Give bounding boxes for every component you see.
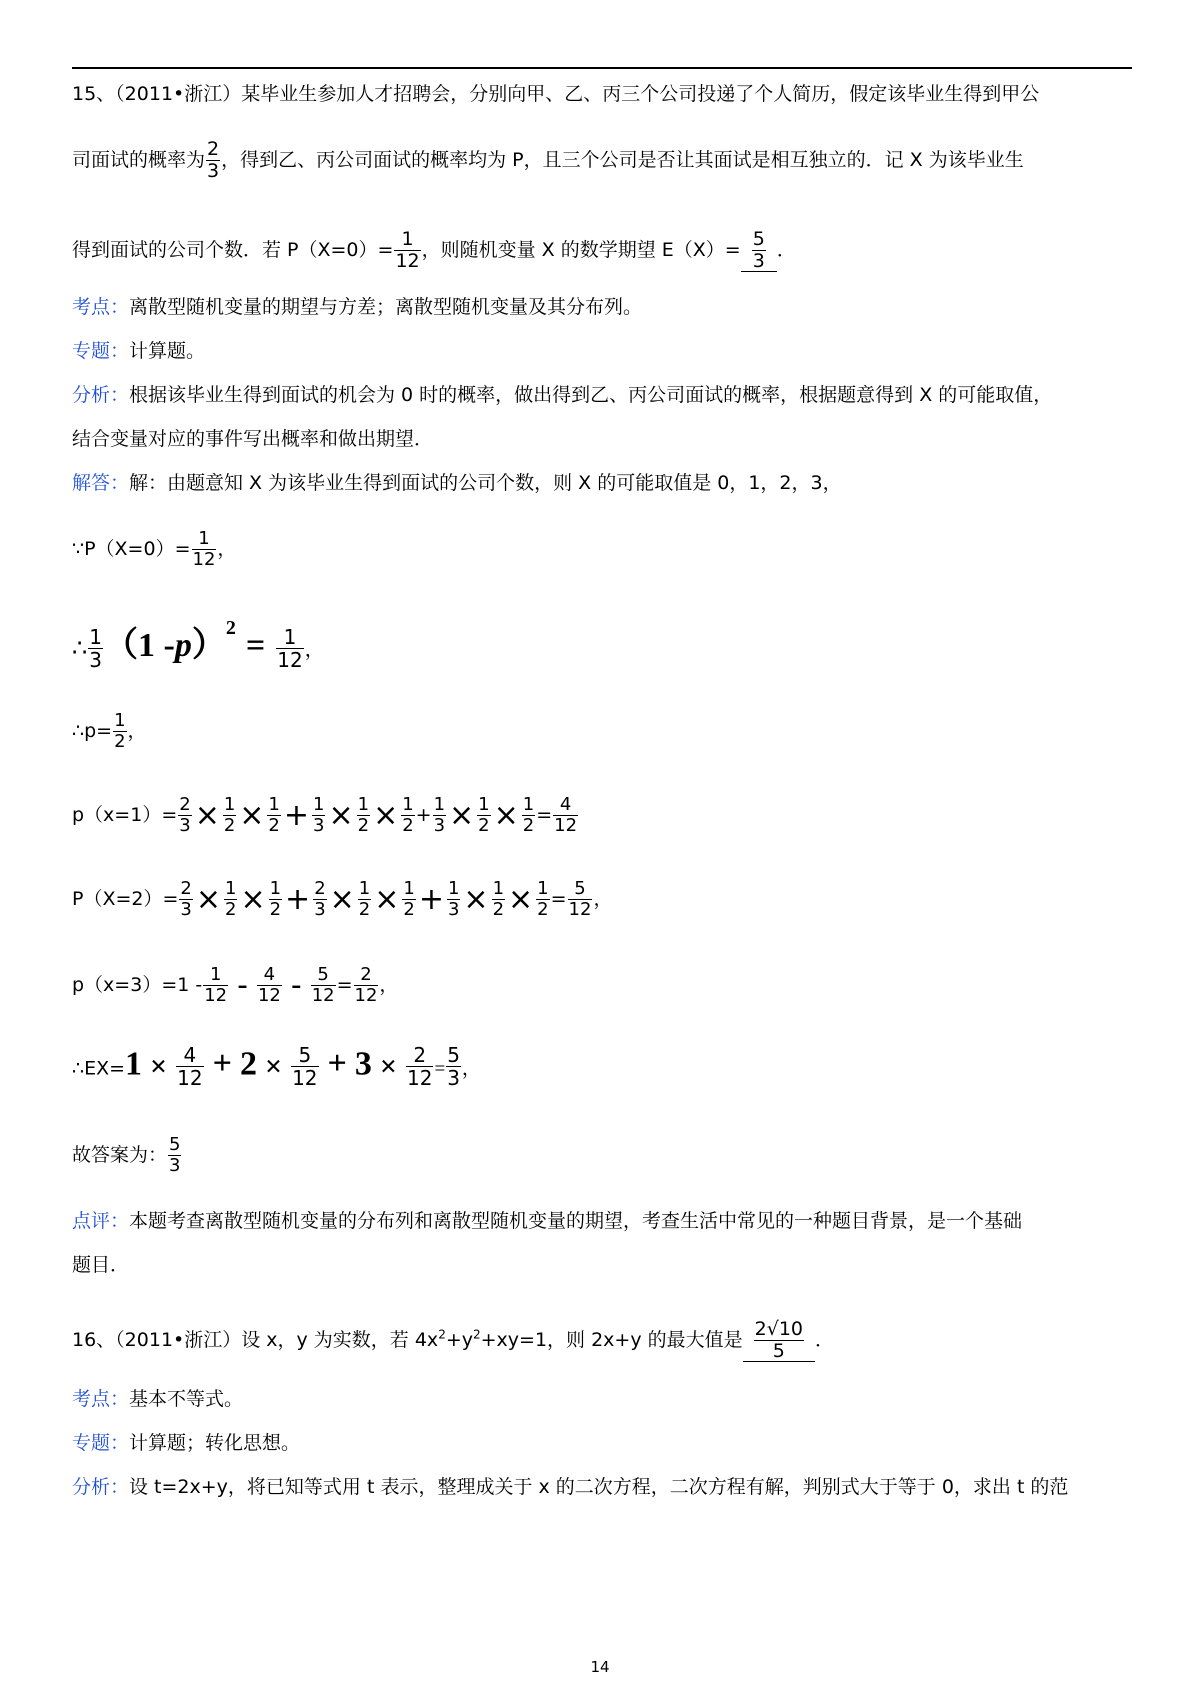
- frac-2-3: $\frac{2}{3}$: [207, 138, 220, 182]
- step-ex: ∴EX=1 × $\frac{4}{12}$ + 2 × $\frac{5}{12}$ + 3 × $\frac{2}{12}$ = $\frac{5}{3}$ ，: [72, 1043, 481, 1090]
- q16-zhuanti-label: 专题：: [72, 1432, 130, 1454]
- q15-line1: 15、（2011•浙江）某毕业生参加人才招聘会，分别向甲、乙、丙三个公司投递了个人简历，假定该毕业生得到甲公: [72, 83, 1040, 105]
- q15-line2-a: 司面试的概率为: [72, 149, 206, 171]
- q15-kaodian: [72, 298, 642, 317]
- kaodian-text: 离散型随机变量的期望与方差；离散型随机变量及其分布列。: [129, 296, 643, 318]
- q16-zhuanti: [72, 1434, 300, 1453]
- q16-kaodian: [72, 1390, 243, 1409]
- zhuanti-label: 专题：: [72, 340, 130, 362]
- answer-line: 故答案为： $\frac{5}{3}$: [72, 1134, 181, 1176]
- step-px2: P（X=2）= $\frac{2}{3}$ × $\frac{1}{2}$ × $\frac{1}{2}$ + $\frac{2}{3}$ × $\frac{1}{2}$ × $\frac{1}{2}$ + $\frac{1}{3}$ × $\frac{1}{2}$ × $\frac{1}{2}$ = $\frac{5}{12}$ ，: [72, 878, 613, 920]
- q15-line3-a: 得到面试的公司个数．若 P（X=0）=: [72, 239, 394, 261]
- header-rule: [72, 67, 1132, 69]
- q15-line3: [72, 230, 796, 272]
- step-equation: ∴ $\frac{1}{3}$ （1 -p）$^2$ = $\frac{1}{12}$ ，: [72, 617, 325, 672]
- q16-kaodian-text: 基本不等式。: [129, 1388, 244, 1410]
- q15-line2-b: ，得到乙、丙公司面试的概率均为 P，且三个公司是否让其面试是相互独立的．记 X 为该毕业生: [221, 149, 1024, 171]
- q16-zhuanti-text: 计算题；转化思想。: [129, 1432, 301, 1454]
- step-px1: p（x=1）= $\frac{2}{3}$ × $\frac{1}{2}$ × $\frac{1}{2}$ + $\frac{1}{3}$ × $\frac{1}{2}$ × $\frac{1}{2}$ + $\frac{1}{3}$ × $\frac{1}{2}$ × $\frac{1}{2}$ = $\frac{4}{12}$: [72, 794, 578, 836]
- q16-kaodian-label: 考点：: [72, 1388, 130, 1410]
- jieda-label: 解答：: [72, 472, 130, 494]
- frac-1-12: $\frac{1}{12}$: [395, 228, 420, 272]
- step-px3: p（x=3）=1 - $\frac{1}{12}$ - $\frac{4}{12}$ - $\frac{5}{12}$ = $\frac{2}{12}$ ，: [72, 964, 399, 1006]
- q16-answer-blank: $\frac{2√10}{5}$: [743, 1320, 815, 1362]
- q15-jieda: [72, 474, 842, 493]
- q15-fenxi-2: 结合变量对应的事件写出概率和做出期望．: [72, 428, 434, 450]
- fenxi-label: 分析：: [72, 384, 130, 406]
- step-p: ∴p= $\frac{1}{2}$ ，: [72, 710, 147, 752]
- q15-line3-end: ．: [776, 239, 796, 261]
- q15-dianping-2: 题目．: [72, 1254, 130, 1276]
- q16-line1: 16、（2011•浙江）设 x，y 为实数，若 $4x^2+y^2+xy=1$，则 2x+y 的最大值是 $\frac{2√10}{5}$ ．: [72, 1318, 835, 1362]
- q15-dianping: [72, 1212, 1022, 1231]
- fenxi-text-1: 根据该毕业生得到面试的机会为 0 时的概率，做出得到乙、丙公司面试的概率，根据题意得到 X 的可能取值，: [129, 384, 1053, 406]
- dianping-text-1: 本题考查离散型随机变量的分布列和离散型随机变量的期望，考查生活中常见的一种题目背景，是一个基础: [129, 1210, 1023, 1232]
- q16-fenxi-label: 分析：: [72, 1476, 130, 1498]
- q15-line3-b: ，则随机变量 X 的数学期望 E（X）=: [421, 239, 741, 261]
- q16-fenxi: [72, 1478, 1068, 1497]
- q15-line2: [72, 140, 1024, 181]
- q15-fenxi: [72, 386, 1052, 405]
- q15-answer-blank: $\frac{5}{3}$: [741, 230, 777, 272]
- dianping-label: 点评：: [72, 1210, 130, 1232]
- page-number: 14: [590, 1658, 610, 1676]
- jieda-text: 解：由题意知 X 为该毕业生得到面试的公司个数，则 X 的可能取值是 0，1，2，3，: [129, 472, 842, 494]
- step-px0: ∵P（X=0）= $\frac{1}{12}$ ，: [72, 528, 237, 570]
- zhuanti-text: 计算题。: [129, 340, 206, 362]
- q15-zhuanti: [72, 342, 205, 361]
- kaodian-label: 考点：: [72, 296, 130, 318]
- q16-fenxi-text: 设 t=2x+y，将已知等式用 t 表示，整理成关于 x 的二次方程，二次方程有解，判别式大于等于 0，求出 t 的范: [129, 1476, 1069, 1498]
